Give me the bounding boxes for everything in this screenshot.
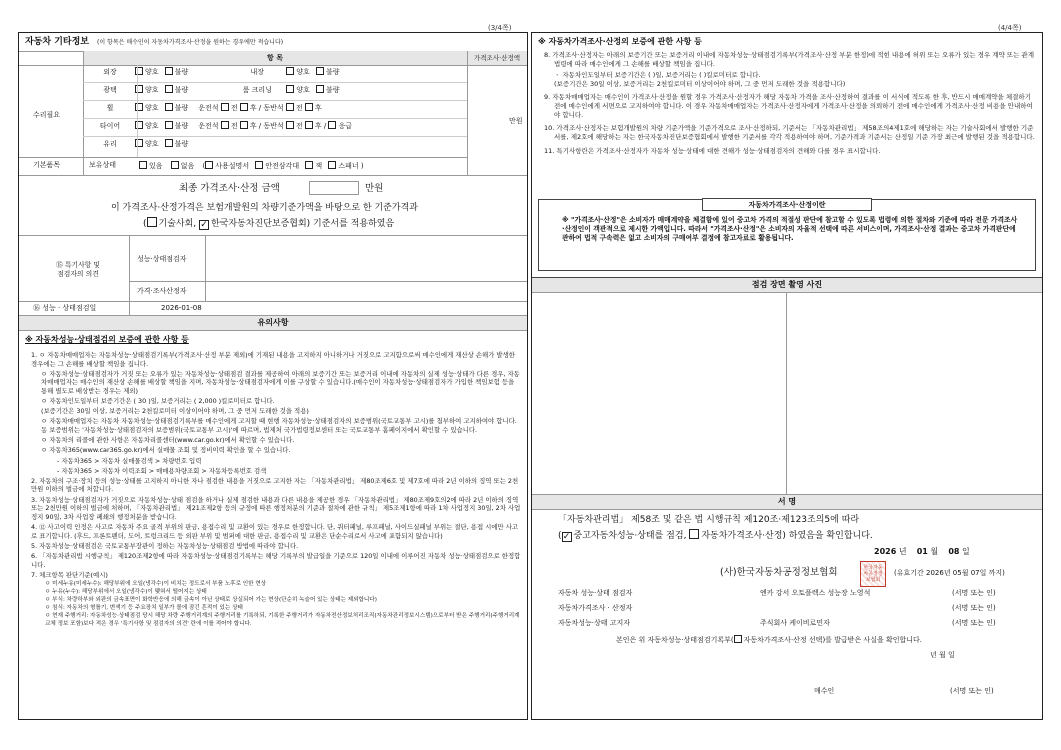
definition-box-title: 자동차가격조사·산정이란 [702,198,872,211]
signature-title: 서 명 [532,495,1042,509]
signer-role: 자동차 성능·상태 점검자 [558,589,633,597]
validity-period: (유효기간 2026년 05월 07일 까지) [894,569,1005,577]
photo-slot-left [532,292,787,494]
price-guarantee-subitem: ㆍ 자동차인도일부터 보증기간은 ( )일, 보증거리는 ( )킬로미터로 합니다. [554,70,761,79]
checkbox-front[interactable] [286,103,294,111]
signer-name: 엔카 강서 오토플렉스 성능장 노영석 [760,589,871,597]
notice-item: - 자동차365 > 자동차 실매물검색 > 차량번호 입력 [57,456,202,465]
other-info-title: 자동차 기타정보 [25,37,89,47]
checkbox-bad[interactable] [165,67,173,75]
checkbox-tech-society[interactable] [147,217,157,227]
price-guarantee-item: 11. 특기사항란은 가격조사·산정자가 자동차 성능·상태에 대한 견해가 성능·상태점검자의 견해와 다를 경우 표시합니다. [544,146,881,155]
checkbox-spanner[interactable] [328,161,336,169]
repair-row: 유리 양호 불량 [85,139,188,149]
inspection-date-label: ⑯ 성능 · 상태점검일 [33,304,97,312]
notice-item: ㅇ 자동차의 리콜에 관한 사항은 자동차리콜센터(www.car.go.kr)에서 확인할 수 있습니다. [41,436,295,445]
price-guarantee-title: ※ 자동차가격조사·산정의 보증에 관한 사항 등 [538,37,702,46]
notice-item: (보증기간은 30일 이상, 보증거리는 2천킬로미터 이상이어야 하며, 그 중 먼저 도래한 것을 적용) [41,407,309,416]
signer-role: 자동차가격조사 · 산정자 [558,604,633,612]
repair-row: 광택 양호 불량 룸 크리닝 양호 불량 [85,85,340,95]
sign-date: 2026 년 01 월 08 일 [874,547,970,556]
definition-box-text: ※ "가격조사·산정"은 소비자가 매매계약을 체결함에 있어 중고차 가격의 적절성 판단에 참고할 수 있도록 법령에 의한 절차와 기준에 따라 전문 가격조사·산정인이 객관적으로 제시한 가액입니다. 따라서 "가격조사·산정"은 소비자의 자율적 선택에 따른 서비스이며, 가격조사·산정 결과는 중고차 가격판단에 관하여 법적 구속력은 없고 소비자의 구매여부 결정에 참고자료로 활용됩니다. [562,216,1018,243]
other-info-note: (이 항목은 매수인이 자동차가격조사·산정을 원하는 경우에만 적습니다) [97,39,284,46]
price-guarantee-item: 10. 가격조사·산정자는 보험개발원의 차량 기준가액을 기준가격으로 조사·산정하되, 기준서는 「자동차관리법」 제58조의4제1호에 해당하는 자는 기술사회에서 발행한 기준서를, 제2호에 해당하는 자는 한국자동차진단보증협회에서 발행한 기준서를 각각 적용하여야 하며, 기준가격과 기준서는 산정일 기준 가장 최근에 발행된 것을 적용합니다. [544,124,1035,142]
price-guarantee-items [540,51,1036,161]
price-unit-won: 만원 [509,117,523,125]
checkbox-bad[interactable] [316,67,324,75]
signer-sign: (서명 또는 인) [952,604,996,612]
notice-item: 1. ㅇ 자동차매매업자는 자동차성능·상태점검기록부(가격조사·산정 부분 제외)에 기재된 내용을 고지하지 아니하거나 거짓으로 고지함으로써 매수인에게 재산상 손해가 발생한 경우에는 그 손해를 배상할 책임을 집니다. [31,351,515,368]
checkbox-emergency[interactable] [328,121,336,129]
checkbox-triangle[interactable] [255,161,263,169]
notice-title: 유의사항 [19,316,527,330]
checkbox-rear[interactable] [240,121,248,129]
checkbox-good[interactable] [286,85,294,93]
basis-line-2: ( 기술사회, ✓ 한국자동차진단보증협회) 기준서를 적용하였음 [143,219,395,230]
criteria-item: ㅇ 현재 주행거리: 자동차성능·상태점검 당시 해당 차량 주행거리계의 주행거리를 기록하되, 기록한 주행거리가 자동차전산정보처리조직(자동차관리정보시스템)으로부터 받은 주행거리(주행거리계 교체 정보 포함)보다 적은 경우 '특기사항 및 점검자의 의견' 란에 이를 적어야 합니다. [45,613,520,627]
price-guarantee-item: 9. 자동차매매업자는 매수인이 가격조사·산정을 원할 경우 가격조사·산정자가 해당 자동차 가격을 조사·산정하여 결과를 이 서식에 적도록 한 후, 반드시 매매계약을 체결하기 전에 매수인에게 서면으로 고지하여야 합니다. 이 경우 자동차매매업자는 가격조사·산정자에게 가격조사·산정을 의뢰하기 전에 매수인에게 가격조사·산정 비용을 안내하여야 합니다. [544,93,1033,119]
criteria-item: ㅇ 부식: 차량하부와 외판의 금속표면이 화학반응에 의해 금속이 아닌 상태로 상실되어 가는 현상(단순히 녹슬어 있는 상태는 제외합니다) [45,596,377,603]
col-price-header: 가격조사·산정액 [467,51,527,65]
basic-items-label: 기본품목 [33,161,61,169]
repair-row-name: 유리 [103,140,117,148]
notice-subtitle: ※ 자동차성능·상태점검의 보증에 관한 사항 등 [25,335,189,344]
repair-row-name: 타이어 [99,122,121,130]
notice-item: - 자동차365 > 자동차 이력조회 > 매매용차량조회 > 자동차등록번호 검색 [57,466,267,475]
receipt-line: 본인은 위 자동차성능·상태점검기록부( 자동차가격조사·산정 선택)를 발급받은 사실을 확인합니다. [616,636,922,644]
basic-options: 있음 없음 ( 사용설명서 안전삼각대 잭 스패너 ) [139,161,364,171]
criteria-item: ㅇ 누유(누수): 해당부위에서 오일(냉각수)이 맺혀서 떨어지는 상태 [45,588,207,595]
signer-sign: (서명 또는 인) [952,619,996,627]
checkbox-has[interactable] [139,161,147,169]
criteria-item: ㅇ 미세누유(미세누수): 해당부위에 오일(냉각수)이 비치는 정도로서 부품 노후로 인한 현상 [45,580,267,587]
notice-item: ㅇ 자동차인도일부터 보증기간은 ( 30 )일, 보증거리는 ( 2,000 )킬로미터로 합니다. [41,397,275,406]
checkbox-price-check[interactable] [689,529,699,539]
checkbox-rear[interactable] [240,103,248,111]
photo-slot-right [787,292,1042,494]
page-number-right: (4/4쪽) [998,24,1022,32]
checkbox-manual[interactable] [205,161,213,169]
sign-legal-line: 「자동차관리법」 제58조 및 같은 법 시행규칙 제120조·제123조의5에 따라 [558,515,860,525]
signer-sign: (서명 또는 인) [952,589,996,597]
receipt-date: 년 월 일 [930,651,955,659]
notice-body [31,351,521,629]
checkbox-performance-check[interactable]: ✓ [562,532,571,542]
page-number-left: (3/4쪽) [488,24,512,32]
repair-row: 휠 양호 불량 운전석 전 후 / 동반석 전 후 [85,103,322,113]
notice-item: 3. 자동차성능·상태점검자가 거짓으로 자동차성능·상태 점검을 하거나 실제 점검한 내용과 다른 내용을 제공한 경우 「자동차관리법」 제80조제9호의2에 따라 2년 이하의 징역 또는 2천만원 이하의 벌금에 처하며, 「자동차관리법」 제21조제2항 등의 규정에 따른 행정처분의 기준과 절차에 관한 규칙」 제5조제1항에 따라 1차 사업정지 30일, 2차 사업정지 90일, 3차 사업장 폐쇄의 행정처분을 받습니다. [31,495,521,521]
repair-row-name-2: 내장 [250,68,265,76]
inspection-date-value: 2026-01-08 [161,304,202,312]
signer-name: 주식회사 케이비로민자 [760,619,830,627]
checkbox-receipt-price[interactable] [734,635,742,643]
checkbox-rear[interactable] [305,103,313,111]
repair-row: 외장 양호 불량 내장 양호 불량 [85,67,340,77]
left-page [18,32,528,720]
right-page [531,32,1043,720]
checkbox-bad[interactable] [165,85,173,93]
repair-row-name: 광택 [103,86,117,94]
opinion-price-assessor: 가격·조사산정자 [137,287,187,295]
signer-role: 자동차성능·상태 고지자 [558,619,631,627]
col-item-header: 항 목 [83,51,467,65]
checkbox-bad[interactable] [165,121,173,129]
checkbox-kadia[interactable]: ✓ [200,220,208,230]
checkbox-front[interactable] [221,103,229,111]
notice-item: 2. 자동차의 구조·장치 등의 성능·상태를 고지하지 아니한 자나 점검한 내용을 거짓으로 고지한 자는 「자동차관리법」 제80조제6호 및 제7호에 따라 2년 이하의 징역 또는 2천만원 이하의 벌금에 처합니다. [31,476,519,494]
repair-row-name: 외장 [103,68,117,76]
checkbox-bad[interactable] [165,103,173,111]
issuing-company: (사)한국자동차공정정보협회 [720,567,838,578]
photo-section-title: 점검 장면 촬영 사진 [532,278,1042,292]
checkbox-front[interactable] [221,121,229,129]
notice-item: 6. 「자동차관리법 시행규칙」 제120조제2항에 따라 자동차성능·상태점검기록부는 해당 기록부의 발급일을 기준으로 120일 이내에 이루어진 자동차 성능·상태점검으로 한정합니다. [31,551,521,569]
checkbox-jack[interactable] [305,161,313,169]
opinion-performance-inspector: 성능·상태점검자 [137,255,187,263]
checkbox-front[interactable] [286,121,294,129]
basis-line-1: 이 가격조사·산정가격은 보험개발원의 차량기준가액을 바탕으로 한 기준가격과 [111,203,418,213]
notice-item: 7. 체크항목 판단기준(예시) [31,570,108,579]
price-guarantee-subitem: (보증기간은 30일 이상, 보증거리는 2천킬로미터 이상이어야 하며, 그 중 먼저 도래한 것을 적용합니다) [554,80,846,89]
buyer-signature: (서명 또는 인) [950,687,994,695]
final-price-label: 최종 가격조사·산정 금액 [179,183,280,194]
company-seal: 한국자동차공정정보협회 [860,561,886,587]
final-price-unit: 만원 [365,183,384,194]
repair-needed-label: 수리필요 [33,111,61,119]
checkbox-bad[interactable] [165,139,173,147]
repair-row: 타이어 양호 불량 운전석 전 후 / 동반석 전 후 / 응급 [85,121,352,131]
notice-item: 4. ⑫ 사고이력 인정은 사고로 자동차 주요 골격 부위의 판금, 용접수리 및 교환이 있는 경우로 한정합니다. 단, 쿼터패널, 루프패널, 사이드실패널 부위는 절단, 용접 시에만 사고로 표기합니다. (후드, 프론트펜더, 도어, 트렁크리드 등 외판 부위 및 범퍼에 대한 판금, 용접수리 및 교환은 단순수리로서 사고에 포함되지 않습니다) [31,523,519,540]
price-guarantee-item: 8. 가격조사·산정자는 아래의 보증기간 또는 보증거리 이내에 자동차성능·상태점검기록부(가격조사·산정 부분 한정)에 적힌 내용에 허위 또는 오류가 있는 경우 계약 또는 관계법령에 따라 매수인에게 그 손해를 배상할 책임을 집니다. [544,51,1034,68]
checkbox-rear[interactable] [305,121,313,129]
notice-item: ㅇ 자동차매매업자는 자동차 자동차성능·상태점검기록부를 매수인에게 고지할 때 현행 자동차성능·상태점검자의 보증범위(국토교통부 고시)를 첨부하여 고지하여야 합니다. 동 보증범위는 '자동차성능·상태점검자의 보증범위(국토교통부 고시)'에 따르며, 법제처 국가법령정보센터 또는 국토교통부 홈페이지에서 확인할 수 있습니다. [41,417,517,435]
notice-item: ㅇ 자동차365(www.car365.go.kr)에서 실매물 조회 및 정비이력 확인을 할 수 있습니다. [41,446,291,455]
sign-confirm-line: (✓ 중고자동차성능·상태를 점검, 자동차가격조사·산정) 하였음을 확인합니다. [558,531,873,542]
criteria-item: ㅇ 침식: 자동차의 형틀기, 변색기 등 주요장치 일부가 몰에 잠긴 흔적이 있는 상태 [45,605,243,612]
repair-row-name: 휠 [106,104,114,112]
notice-item: ㅇ 자동차성능·상태점검자가 거짓 또는 오류가 있는 자동차성능·상태점검 결과를 제공하여 아래의 보증기간 또는 보증거리 이내에 자동차의 실제 성능·상태가 다른 경우, 자동차매매업자는 매수인의 재산상 손해를 배상할 책임을 지며, 자동차성능·상태점검자에게 이를 구상할 수 있습니다.(매수인이 자동차성능·상태점검자가 가입한 책임보험 등을 통해 별도로 배상받는 경우는 제외) [41,369,520,396]
checkbox-none[interactable] [171,161,179,169]
repair-row-name-2: 룸 크리닝 [242,86,272,94]
final-price-input[interactable] [309,181,359,195]
checkbox-good[interactable] [286,67,294,75]
checkbox-bad[interactable] [316,85,324,93]
buyer-label: 매수인 [814,687,835,695]
notice-item: 5. 자동차성능·상태점검은 국토교통부장관이 정하는 자동차성능·상태점검 방법에 따라야 합니다. [31,541,299,550]
basic-status-label: 보유상태 [89,161,117,169]
opinion-label: ⑮ 특기사항 및 점검자의 의견 [56,261,100,279]
